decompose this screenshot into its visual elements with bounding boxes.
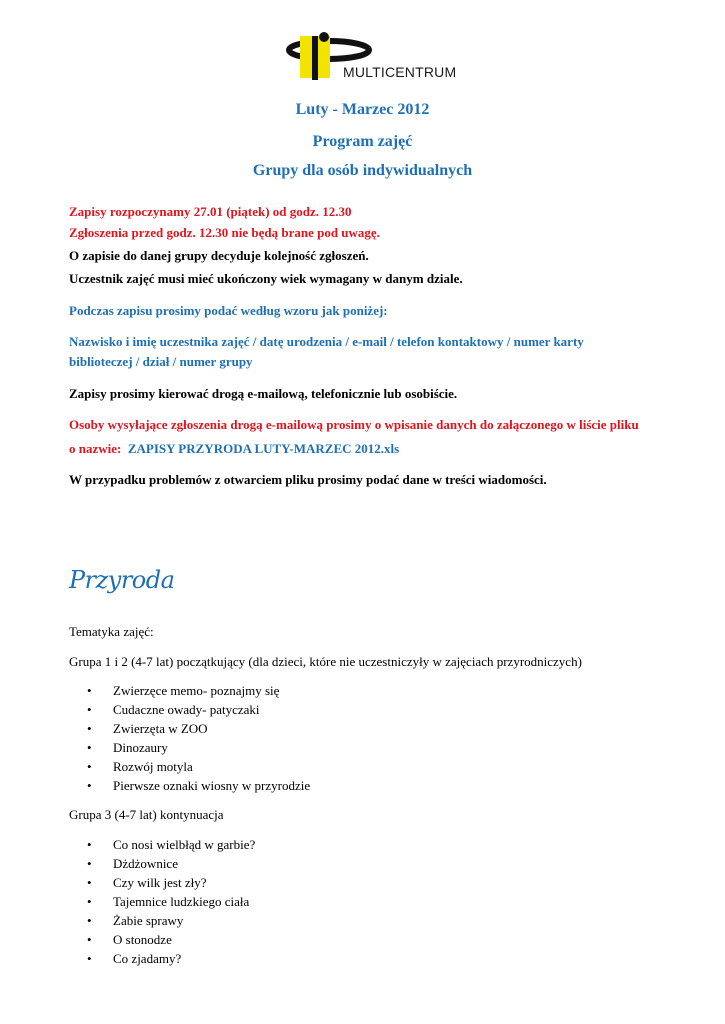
list-item: • Rozwój motyla: [87, 759, 193, 774]
topic-label: Tematyka zajęć:: [69, 624, 154, 639]
header-groups: Grupy dla osób indywidualnych: [252, 162, 473, 179]
header-date: Luty - Marzec 2012: [295, 101, 430, 118]
group1-list: [0, 681, 310, 795]
info-order: O zapisie do danej grupy decyduje kolejność zgłoszeń.: [69, 248, 369, 263]
list-item: • Co nosi wielbłąd w garbie?: [87, 837, 256, 852]
header-program: Program zajęć: [312, 133, 413, 150]
list-item: • Żabie sprawy: [87, 913, 184, 928]
list-item: • Tajemnice ludzkiego ciała: [87, 894, 250, 909]
logo-text: MULTICENTRUM: [343, 64, 457, 80]
info-pattern: Nazwisko i imię uczestnika zajęć / datę urodzenia / e-mail / telefon kontaktowy / numer karty biblioteczej / dział / numer grupy: [69, 334, 584, 369]
info-filename-label: o nazwie:: [69, 441, 122, 456]
list-item: • O stonodze: [87, 932, 172, 947]
list-item: • Co zjadamy?: [87, 951, 182, 966]
info-filename: ZAPISY PRZYRODA LUTY-MARZEC 2012.xls: [127, 441, 400, 456]
info-problems: W przypadku problemów z otwarciem pliku prosimy podać dane w treści wiadomości.: [69, 472, 547, 487]
list-item: • Zwierzęce memo- poznajmy się: [87, 683, 280, 698]
list-item: • Czy wilk jest zły?: [87, 875, 207, 890]
info-registration-start: Zapisy rozpoczynamy 27.01 (piątek) od godz. 12.30: [69, 204, 352, 219]
group1-label: Grupa 1 i 2 (4-7 lat) początkujący (dla dzieci, które nie uczestniczyły w zajęciach przyrodniczych): [69, 654, 582, 669]
info-age: Uczestnik zajęć musi mieć ukończony wiek wymagany w danym dziale.: [69, 271, 463, 286]
info-filename-line: [69, 439, 669, 459]
group3-list: [0, 835, 255, 968]
list-item: • Pierwsze oznaki wiosny w przyrodzie: [87, 778, 311, 793]
info-pattern-label: Podczas zapisu prosimy podać według wzoru jak poniżej:: [69, 303, 388, 318]
list-item: • Zwierzęta w ZOO: [87, 721, 208, 736]
info-registration-early: Zgłoszenia przed godz. 12.30 nie będą brane pod uwagę.: [69, 225, 380, 240]
info-contact: Zapisy prosimy kierować drogą e-mailową, telefonicznie lub osobiście.: [69, 386, 458, 401]
list-item: • Dżdżownice: [87, 856, 178, 871]
list-item: • Dinozaury: [87, 740, 168, 755]
list-item: • Cudaczne owady- patyczaki: [87, 702, 260, 717]
section-title: Przyroda: [69, 566, 175, 594]
group3-label: Grupa 3 (4-7 lat) kontynuacja: [69, 807, 224, 822]
info-email-note: Osoby wysyłające zgłoszenia drogą e-mailową prosimy o wpisanie danych do załączonego w liście pliku: [69, 417, 639, 432]
